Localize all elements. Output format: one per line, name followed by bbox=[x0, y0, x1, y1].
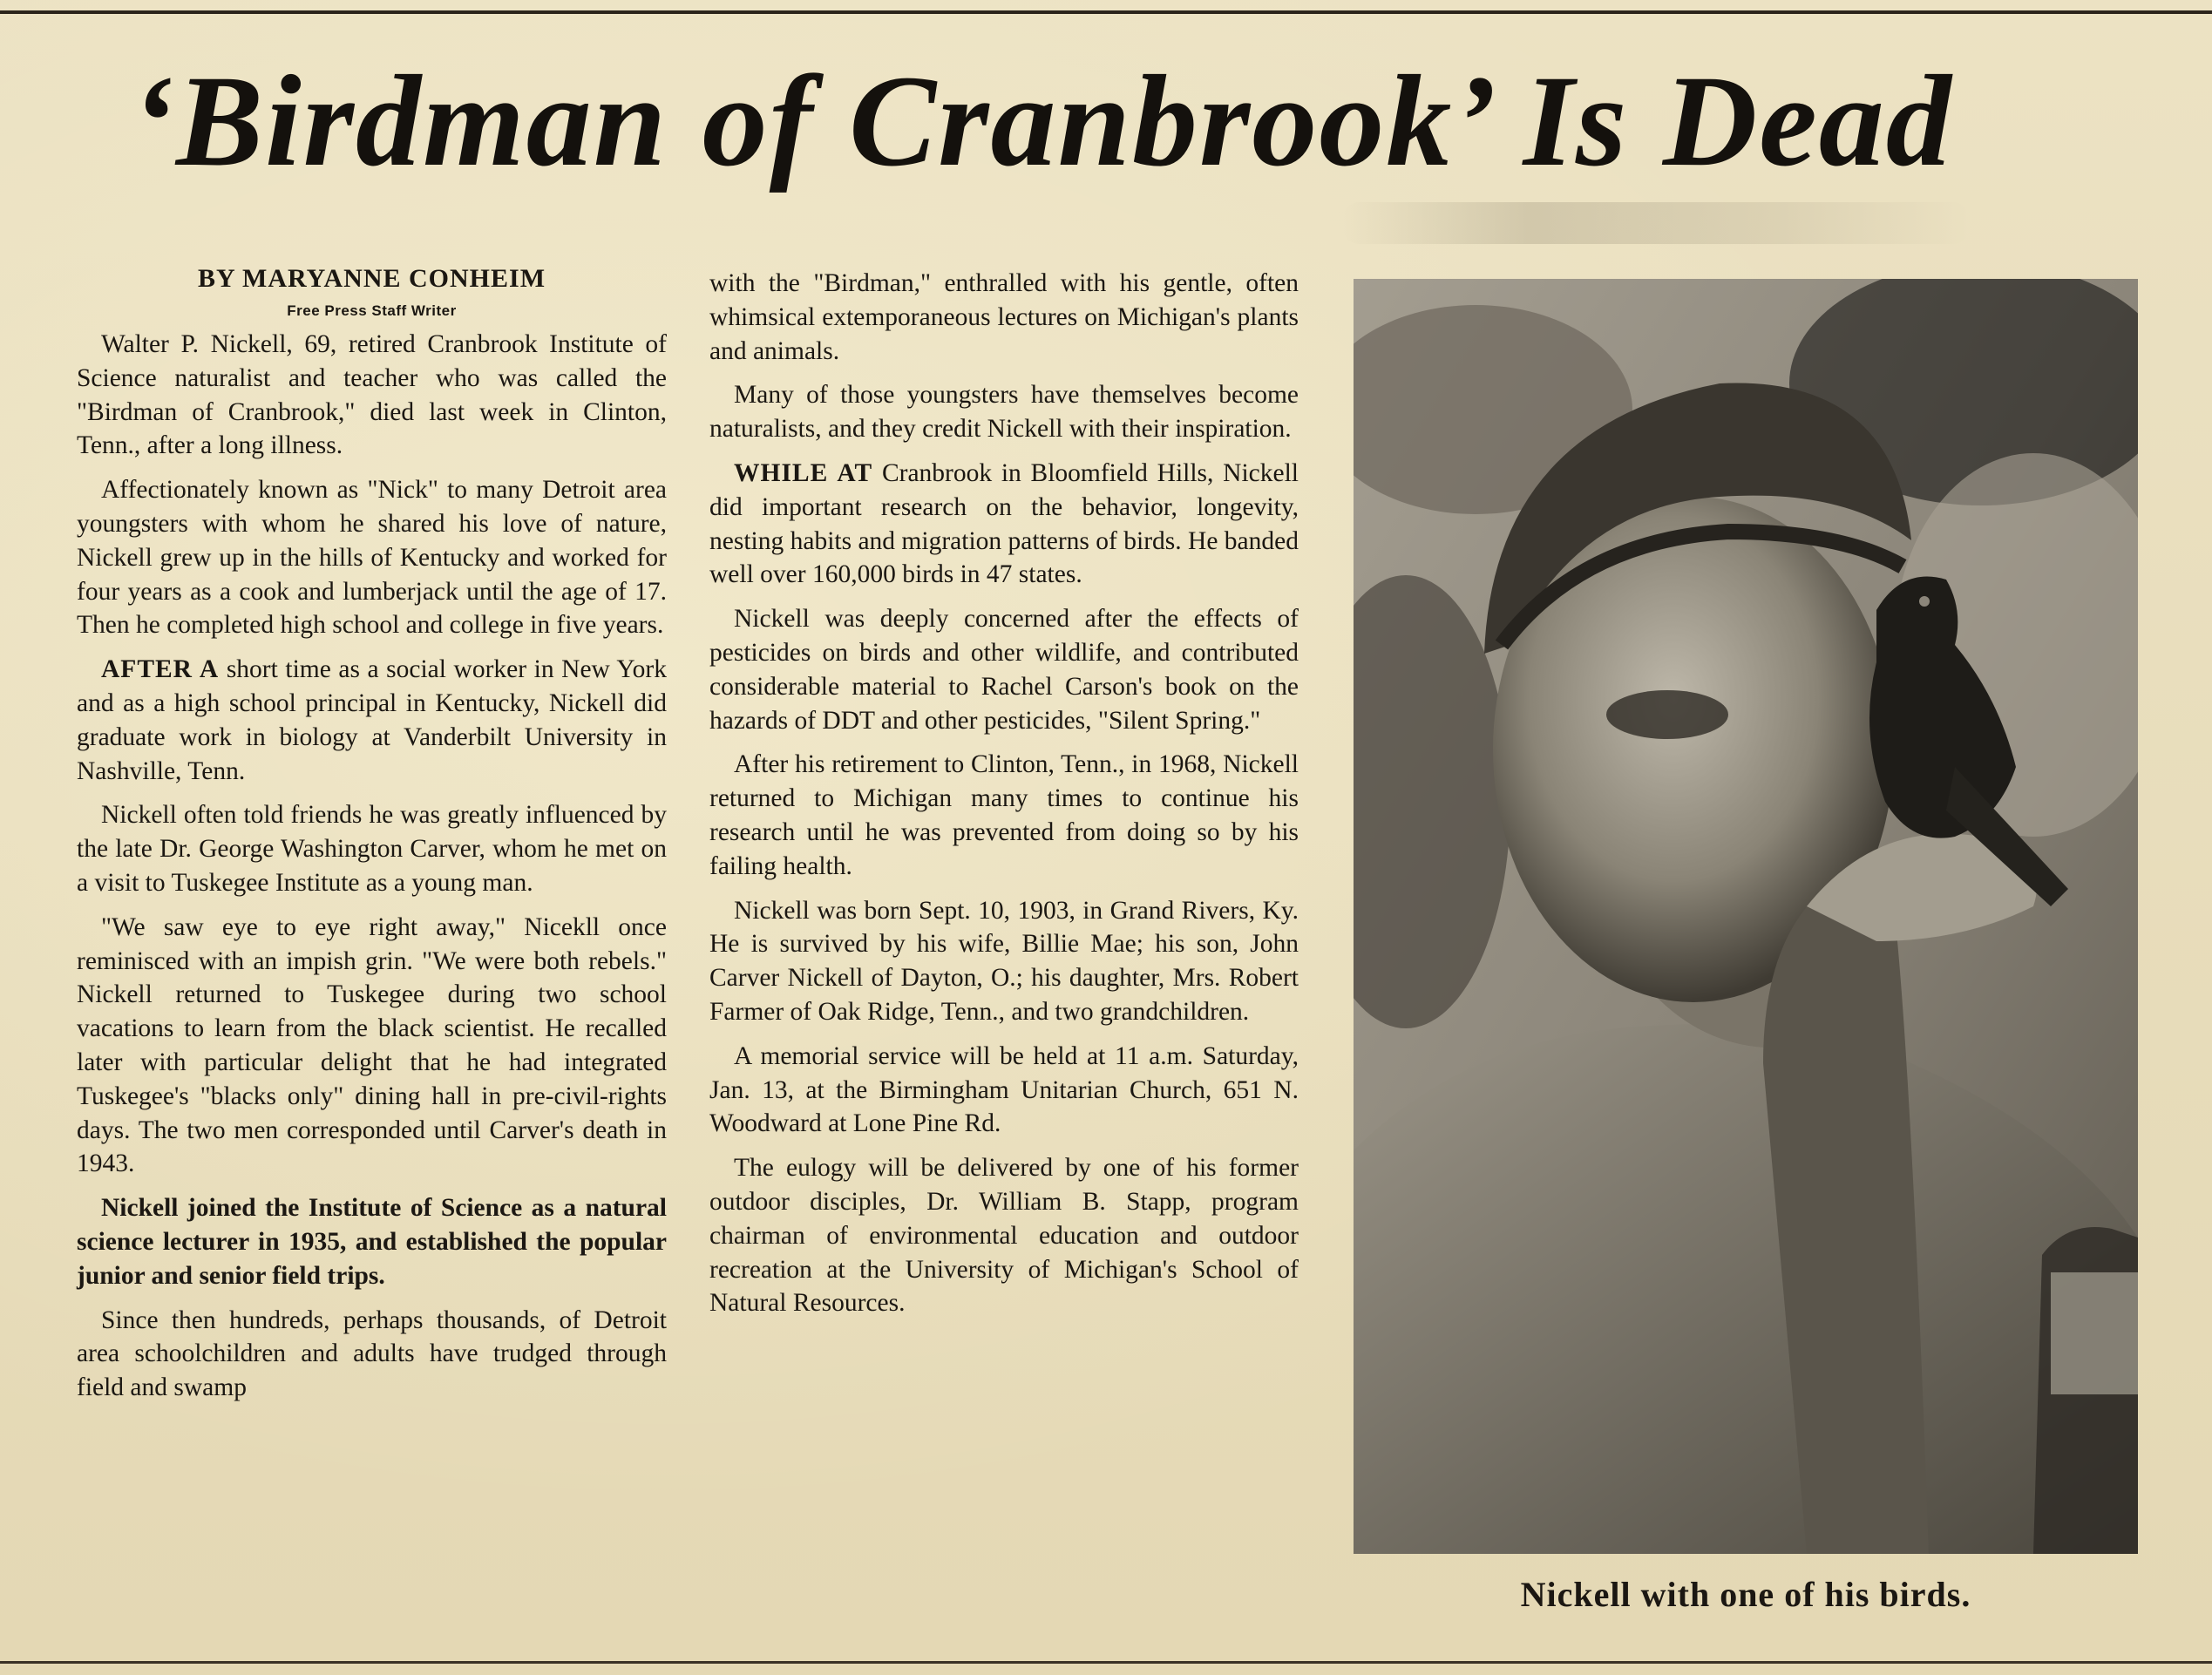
paragraph-text: Nickell was born Sept. 10, 1903, in Grand Rivers, Ky. He is survived by his wife, Billie Mae; his son, John Carver Nickell of Dayton, O.; his daughter, Mrs. Robert Farmer of Oak Ridge, Tenn., and two grandchildren. bbox=[709, 896, 1299, 1026]
paragraph-text: The eulogy will be delivered by one of his former outdoor disciples, Dr. William B. Stapp, program chairman of environmental education and outdoor recreation at the University of Michigan's School of Natural Resources. bbox=[709, 1154, 1299, 1318]
paragraph-lead-in: AFTER A bbox=[101, 655, 220, 684]
article-paragraph bbox=[77, 911, 667, 1181]
article-paragraph bbox=[77, 798, 667, 899]
article-paragraph bbox=[709, 457, 1299, 592]
paragraph-lead-in: WHILE AT bbox=[734, 458, 873, 487]
article-paragraph bbox=[709, 748, 1299, 883]
paragraph-text: Since then hundreds, perhaps thousands, of Detroit area schoolchildren and adults have trudged through field and swamp bbox=[77, 1305, 667, 1402]
paragraph-text: Nickell was deeply concerned after the effects of pesticides on birds and other wildlife, and contributed considerable material to Rachel Carson's book on the hazards of DDT and other pesticides, "Silent Spring." bbox=[709, 605, 1299, 735]
paragraph-text: Nickell joined the Institute of Science as a natural science lecturer in 1935, and established the popular junior and senior field trips. bbox=[77, 1194, 667, 1290]
article-paragraph bbox=[77, 653, 667, 788]
article-paragraph bbox=[709, 267, 1299, 368]
article-paragraph bbox=[709, 894, 1299, 1029]
column-2-paragraphs bbox=[709, 267, 1299, 1320]
article-paragraph bbox=[77, 1191, 667, 1292]
staff-credit: Free Press Staff Writer bbox=[287, 302, 457, 319]
paragraph-text: A memorial service will be held at 11 a.m. Saturday, Jan. 13, at the Birmingham Unitarian Church, 651 N. Woodward at Lone Pine Rd. bbox=[709, 1041, 1299, 1138]
paragraph-text: After his retirement to Clinton, Tenn., in 1968, Nickell returned to Michigan many times to continue his research until he was prevented from doing so by his failing health. bbox=[709, 750, 1299, 880]
ink-smudge bbox=[1342, 202, 1970, 244]
portrait-photo bbox=[1354, 279, 2138, 1554]
article-paragraph bbox=[77, 328, 667, 463]
paragraph-text: with the "Birdman," enthralled with his gentle, often whimsical extemporaneous lectures on Michigan's plants and animals. bbox=[709, 269, 1299, 365]
article-column-2 bbox=[709, 267, 1299, 1331]
paragraph-text: short time as a social worker in New York and as a high school principal in Kentucky, Nickell did graduate work in biology at Vanderbilt University in Nashville, Tenn. bbox=[77, 655, 668, 785]
article-paragraph bbox=[709, 1040, 1299, 1141]
paragraph-text: Nickell often told friends he was greatly influenced by the late Dr. George Washington Carver, whom he met on a visit to Tuskegee Institute as a young man. bbox=[77, 801, 667, 897]
paragraph-text: Walter P. Nickell, 69, retired Cranbrook Institute of Science naturalist and teacher who was called the "Birdman of Cranbrook," died last week in Clinton, Tenn., after a long illness. bbox=[77, 330, 667, 460]
paragraph-text: Affectionately known as "Nick" to many Detroit area youngsters with whom he shared his love of nature, Nickell grew up in the hills of Kentucky and worked for four years as a cook and lumberjack until the age of 17. Then he completed high school and college in five years. bbox=[77, 476, 667, 640]
article-paragraph bbox=[709, 378, 1299, 446]
article-paragraph bbox=[709, 602, 1299, 737]
byline: BY MARYANNE CONHEIM bbox=[197, 264, 546, 293]
article-paragraph bbox=[77, 1304, 667, 1405]
paragraph-text: "We saw eye to eye right away," Nicekll once reminisced with an impish grin. "We were both rebels." Nickell returned to Tuskegee during two school vacations to learn from the black scientist. He recalled later with particular delight that he had integrated Tuskegee's "blacks only" dining hall in pre-civil-rights days. The two men corresponded until Carver's death in 1943. bbox=[77, 912, 667, 1178]
headline: ‘Birdman of Cranbrook’ Is Dead bbox=[131, 49, 1953, 193]
paragraph-text: Many of those youngsters have themselves become naturalists, and they credit Nickell with their inspiration. bbox=[709, 381, 1299, 444]
column-1-paragraphs bbox=[77, 328, 667, 1405]
article-paragraph bbox=[77, 473, 667, 642]
photo-caption: Nickell with one of his birds. bbox=[1520, 1575, 1971, 1614]
article-column-1 bbox=[77, 261, 667, 1415]
bottom-rule bbox=[0, 1661, 2212, 1664]
paragraph-text: Cranbrook in Bloomfield Hills, Nickell did important research on the behavior, longevity, nesting habits and migration patterns of birds. He banded well over 160,000 birds in 47 states. bbox=[709, 458, 1299, 589]
man-with-bird-image bbox=[1354, 279, 2138, 1554]
article-paragraph bbox=[709, 1151, 1299, 1320]
top-rule bbox=[0, 10, 2212, 14]
